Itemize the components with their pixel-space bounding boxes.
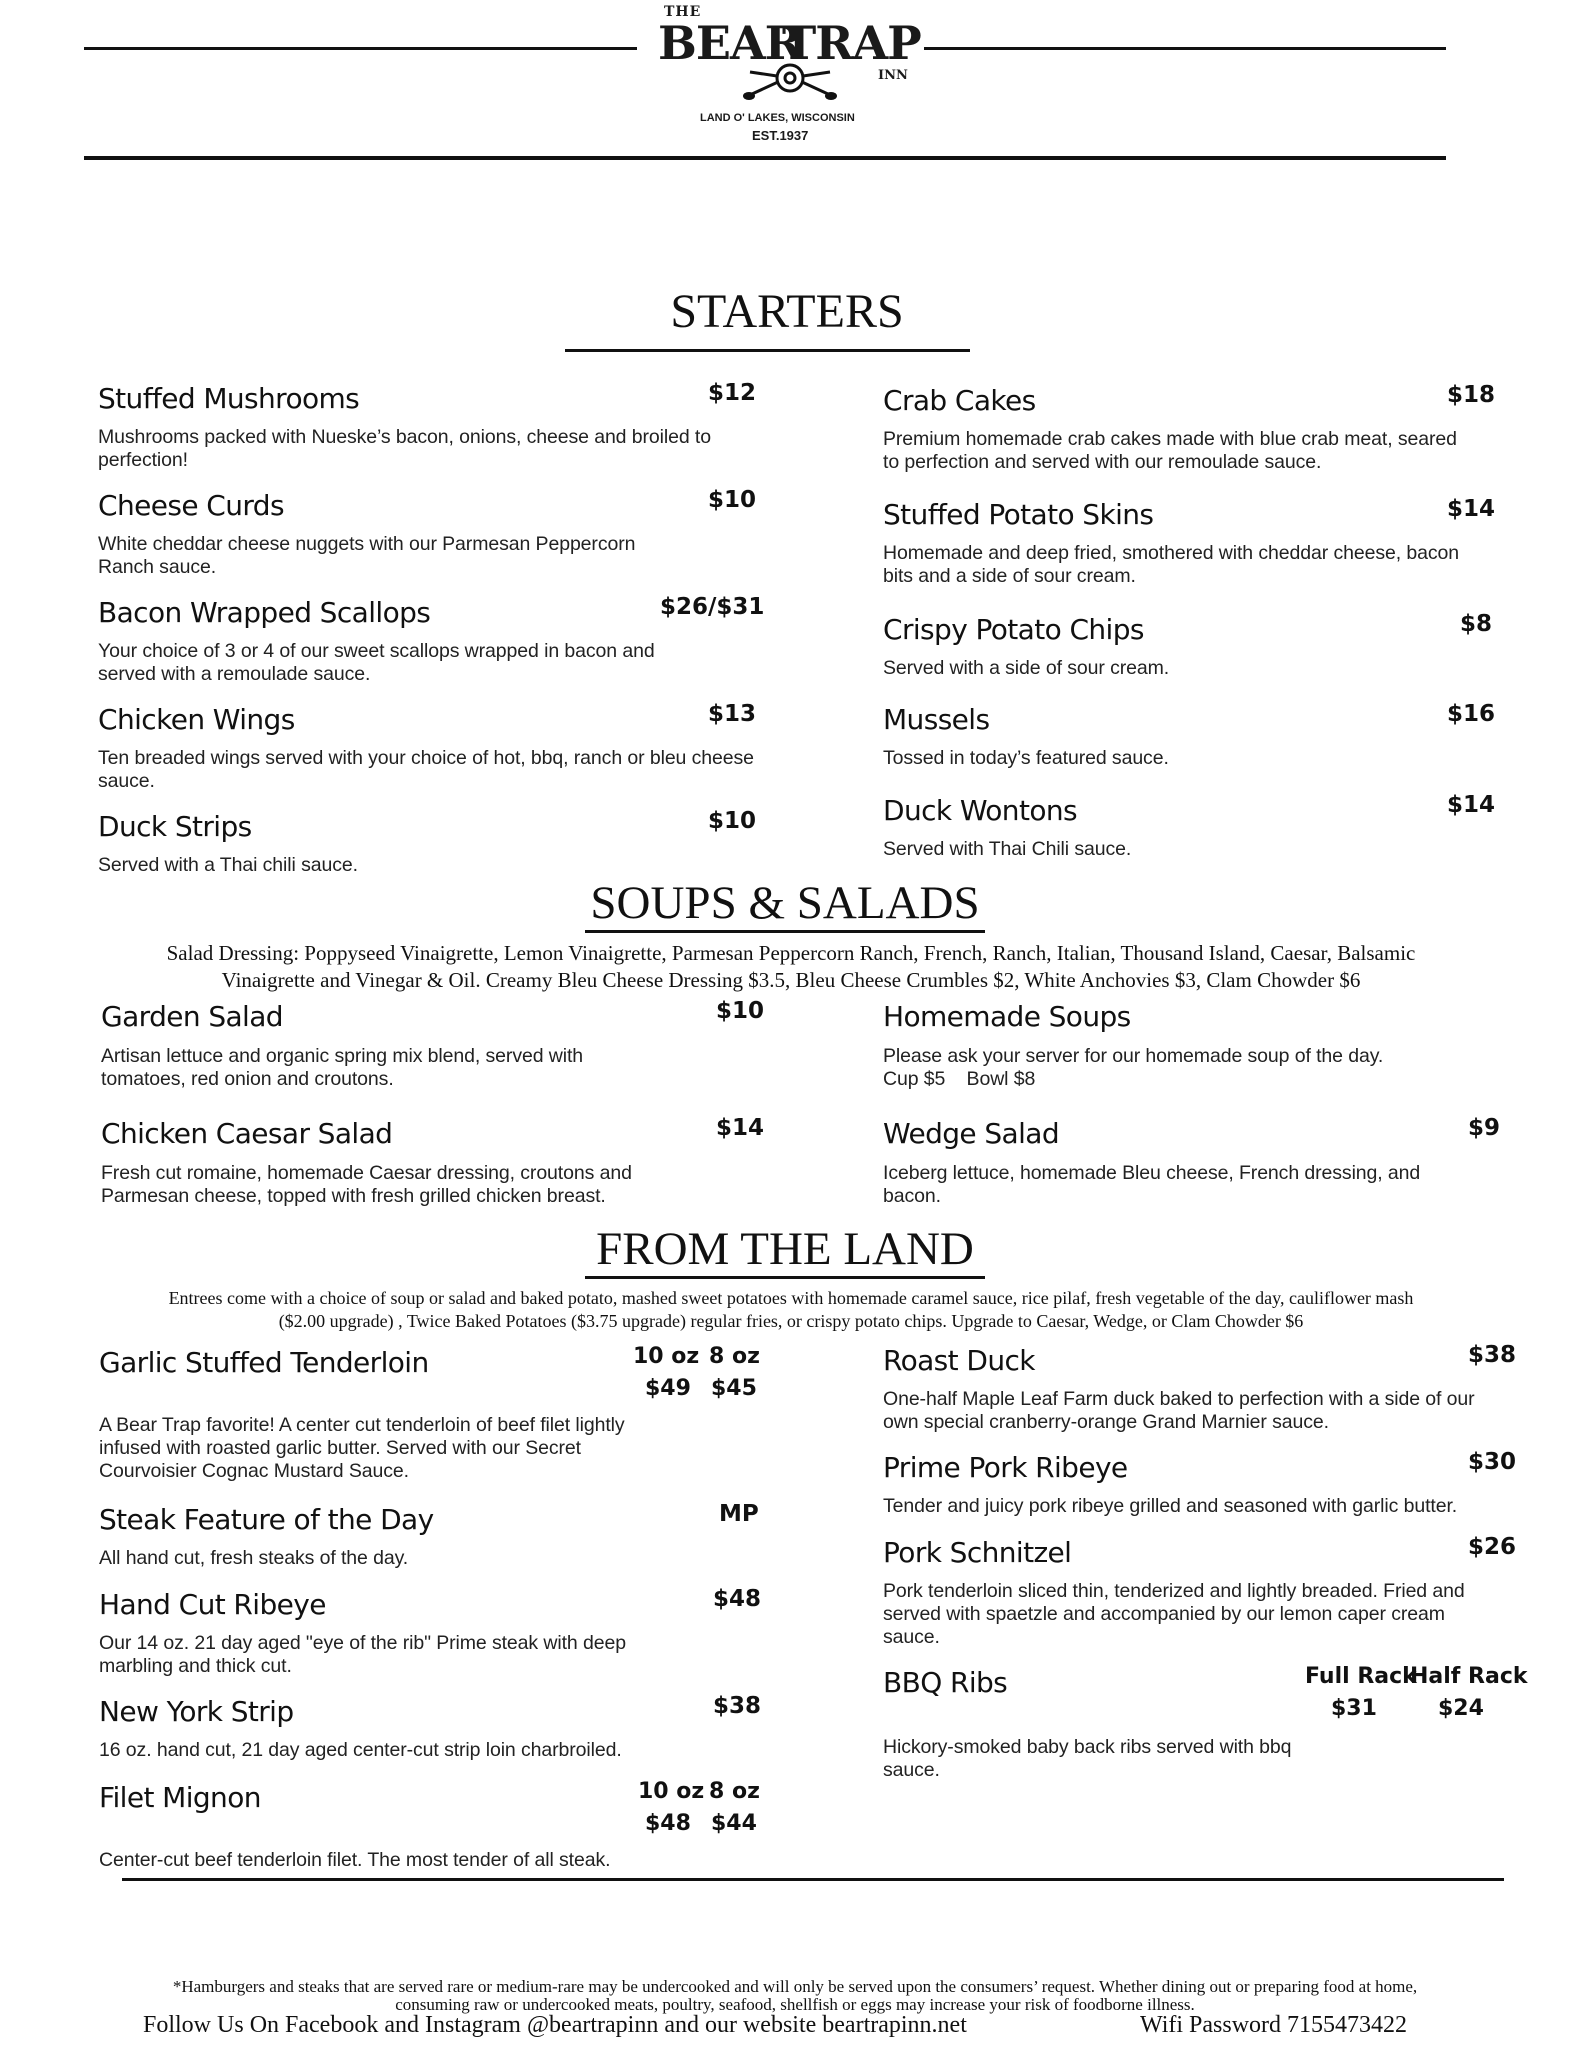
size-label: 8 oz bbox=[709, 1344, 760, 1369]
item-name: Chicken Wings bbox=[98, 703, 295, 736]
item-price: $48 bbox=[713, 1586, 762, 1612]
item-description: Homemade and deep fried, smothered with cheddar cheese, bacon bits and a side of sour cream. bbox=[883, 542, 1460, 587]
item-price: $18 bbox=[1447, 382, 1496, 408]
from-the-land-rule bbox=[585, 1276, 985, 1279]
entree-sides-line-1: Entrees come with a choice of soup or salad and baked potato, mashed sweet potatoes with homemade caramel sauce, rice pilaf, fresh vegetable of the day, cauliflower mash bbox=[168, 1288, 1414, 1308]
item-description: A Bear Trap favorite! A center cut tenderloin of beef filet lightly infused with roasted garlic butter. Served with our Secret Courvoisier Cognac Mustard Sauce. bbox=[99, 1414, 625, 1482]
item-name: Filet Mignon bbox=[99, 1781, 261, 1814]
soup-cup-bowl-prices: Cup $5 Bowl $8 bbox=[883, 1068, 1036, 1090]
logo-inn: INN bbox=[878, 68, 908, 83]
item-price: $8 bbox=[1460, 611, 1493, 637]
item-name: Duck Wontons bbox=[883, 794, 1077, 827]
entree-sides-note bbox=[60, 1287, 1522, 1334]
size-label: Half Rack bbox=[1410, 1664, 1528, 1689]
item-description: Tossed in today’s featured sauce. bbox=[883, 747, 1169, 769]
item-price: $10 bbox=[708, 808, 757, 834]
item-description: Premium homemade crab cakes made with blue crab meat, seared to perfection and served with our remoulade sauce. bbox=[883, 428, 1457, 473]
item-name: Homemade Soups bbox=[883, 1000, 1131, 1033]
size-label: 10 oz bbox=[633, 1344, 700, 1369]
item-price: $10 bbox=[708, 487, 757, 513]
item-price: $14 bbox=[716, 1115, 765, 1141]
item-description: Served with Thai Chili sauce. bbox=[883, 838, 1132, 860]
item-description: Mushrooms packed with Nueske’s bacon, onions, cheese and broiled to perfection! bbox=[98, 426, 711, 471]
item-price: $26 bbox=[1468, 1534, 1517, 1560]
item-price: $13 bbox=[708, 701, 757, 727]
item-description: White cheddar cheese nuggets with our Parmesan Peppercorn Ranch sauce. bbox=[98, 533, 636, 578]
item-name: Stuffed Potato Skins bbox=[883, 498, 1154, 531]
item-name: Cheese Curds bbox=[98, 489, 284, 522]
item-description: Center-cut beef tenderloin filet. The most tender of all steak. bbox=[99, 1849, 611, 1871]
item-description: Artisan lettuce and organic spring mix blend, served with tomatoes, red onion and croutons. bbox=[101, 1045, 584, 1090]
item-name: Wedge Salad bbox=[883, 1117, 1059, 1150]
item-name: Hand Cut Ribeye bbox=[99, 1588, 326, 1621]
food-safety-disclaimer: *Hamburgers and steaks that are served rare or medium-rare may be undercooked and will only be served upon the consumers’ request. Whether dining out or preparing food at home, consuming raw or undercooked meats, poultry, seafood, shellfish or eggs may increase your risk of foodborne illness. bbox=[172, 1977, 1418, 2014]
item-description: One-half Maple Leaf Farm duck baked to perfection with a side of our own special cranberry-orange Grand Marnier sauce. bbox=[883, 1388, 1475, 1433]
item-name: Chicken Caesar Salad bbox=[101, 1117, 393, 1150]
item-description: Hickory-smoked baby back ribs served with bbq sauce. bbox=[883, 1736, 1292, 1781]
item-price: $14 bbox=[1447, 496, 1496, 522]
item-price: $14 bbox=[1447, 792, 1496, 818]
item-description: Our 14 oz. 21 day aged "eye of the rib" Prime steak with deep marbling and thick cut. bbox=[99, 1632, 626, 1677]
item-price: $44 bbox=[711, 1811, 757, 1836]
item-price: $45 bbox=[711, 1376, 757, 1401]
bear-trap-logo bbox=[640, 2, 920, 152]
logo-name-right: TRAP bbox=[782, 16, 921, 70]
item-price: $10 bbox=[716, 998, 765, 1024]
item-price: $24 bbox=[1438, 1696, 1484, 1721]
item-name: Garden Salad bbox=[101, 1000, 283, 1033]
item-name: Mussels bbox=[883, 703, 990, 736]
item-name: Roast Duck bbox=[883, 1344, 1035, 1377]
item-description: Your choice of 3 or 4 of our sweet scallops wrapped in bacon and served with a remoulade sauce. bbox=[98, 640, 655, 685]
header-rule-bottom bbox=[84, 156, 1446, 160]
header-rule-right bbox=[924, 47, 1446, 50]
social-media-line: Follow Us On Facebook and Instagram @beartrapinn and our website beartrapinn.net bbox=[143, 2012, 967, 2038]
item-price: $30 bbox=[1468, 1449, 1517, 1475]
item-description: Pork tenderloin sliced thin, tenderized and lightly breaded. Fried and served with spaetzle and accompanied by our lemon caper cream sauce. bbox=[883, 1580, 1465, 1648]
item-description: Served with a Thai chili sauce. bbox=[98, 854, 358, 876]
item-description: Fresh cut romaine, homemade Caesar dressing, croutons and Parmesan cheese, topped with fresh grilled chicken breast. bbox=[101, 1162, 632, 1207]
footer-rule bbox=[122, 1878, 1504, 1881]
item-description: Ten breaded wings served with your choice of hot, bbq, ranch or bleu cheese sauce. bbox=[98, 747, 754, 792]
item-price: $31 bbox=[1331, 1696, 1377, 1721]
item-name: Crispy Potato Chips bbox=[883, 613, 1144, 646]
salad-dressing-line-2: Vinaigrette and Vinegar & Oil. Creamy Bleu Cheese Dressing $3.5, Bleu Cheese Crumbles $2, White Anchovies $3, Clam Chowder $6 bbox=[221, 968, 1361, 993]
item-name: Steak Feature of the Day bbox=[99, 1503, 434, 1536]
item-name: Bacon Wrapped Scallops bbox=[98, 596, 431, 629]
from-the-land-title: FROM THE LAND bbox=[596, 1223, 974, 1275]
item-name: Prime Pork Ribeye bbox=[883, 1451, 1128, 1484]
item-name: Pork Schnitzel bbox=[883, 1536, 1072, 1569]
item-price: $16 bbox=[1447, 701, 1496, 727]
item-description: Iceberg lettuce, homemade Bleu cheese, French dressing, and bacon. bbox=[883, 1162, 1421, 1207]
item-price: $38 bbox=[713, 1693, 762, 1719]
logo-established: EST.1937 bbox=[752, 128, 809, 143]
item-price: $38 bbox=[1468, 1342, 1517, 1368]
logo-the: THE bbox=[664, 4, 702, 20]
size-label: Full Rack bbox=[1305, 1664, 1417, 1689]
item-name: Stuffed Mushrooms bbox=[98, 382, 360, 415]
salad-dressing-note bbox=[60, 940, 1522, 995]
item-description: Tender and juicy pork ribeye grilled and seasoned with garlic butter. bbox=[883, 1495, 1458, 1517]
starters-title: STARTERS bbox=[670, 285, 904, 338]
logo-location: LAND O' LAKES, WISCONSIN bbox=[700, 112, 855, 124]
soups-salads-rule bbox=[585, 930, 985, 933]
item-name: Crab Cakes bbox=[883, 384, 1036, 417]
soups-salads-title: SOUPS & SALADS bbox=[590, 877, 980, 929]
item-description: Served with a side of sour cream. bbox=[883, 657, 1170, 679]
item-price: $9 bbox=[1468, 1115, 1501, 1141]
header-rule-left bbox=[84, 47, 637, 50]
item-price: MP bbox=[719, 1501, 759, 1527]
starters-rule bbox=[565, 349, 970, 352]
item-price: $26/$31 bbox=[660, 594, 765, 620]
item-name: Garlic Stuffed Tenderloin bbox=[99, 1346, 429, 1379]
size-label: 8 oz bbox=[709, 1779, 760, 1804]
size-label: 10 oz bbox=[638, 1779, 705, 1804]
item-description: 16 oz. hand cut, 21 day aged center-cut strip loin charbroiled. bbox=[99, 1739, 622, 1761]
item-description: Please ask your server for our homemade soup of the day. bbox=[883, 1045, 1384, 1067]
item-name: Duck Strips bbox=[98, 810, 252, 843]
item-description: All hand cut, fresh steaks of the day. bbox=[99, 1547, 409, 1569]
wifi-password: Wifi Password 7155473422 bbox=[1140, 2012, 1408, 2038]
item-price: $12 bbox=[708, 380, 757, 406]
item-name: BBQ Ribs bbox=[883, 1666, 1008, 1699]
item-price: $48 bbox=[645, 1811, 691, 1836]
entree-sides-line-2: ($2.00 upgrade) , Twice Baked Potatoes ($3.75 upgrade) regular fries, or crispy potato chips. Upgrade to Caesar, Wedge, or Clam Chowder $6 bbox=[278, 1311, 1304, 1332]
logo-name-left: BEAR bbox=[658, 16, 802, 70]
item-price: $49 bbox=[645, 1376, 691, 1401]
salad-dressing-line-1: Salad Dressing: Poppyseed Vinaigrette, Lemon Vinaigrette, Parmesan Peppercorn Ranch, French, Ranch, Italian, Thousand Island, Caesar, Balsamic bbox=[166, 941, 1416, 965]
item-name: New York Strip bbox=[99, 1695, 294, 1728]
